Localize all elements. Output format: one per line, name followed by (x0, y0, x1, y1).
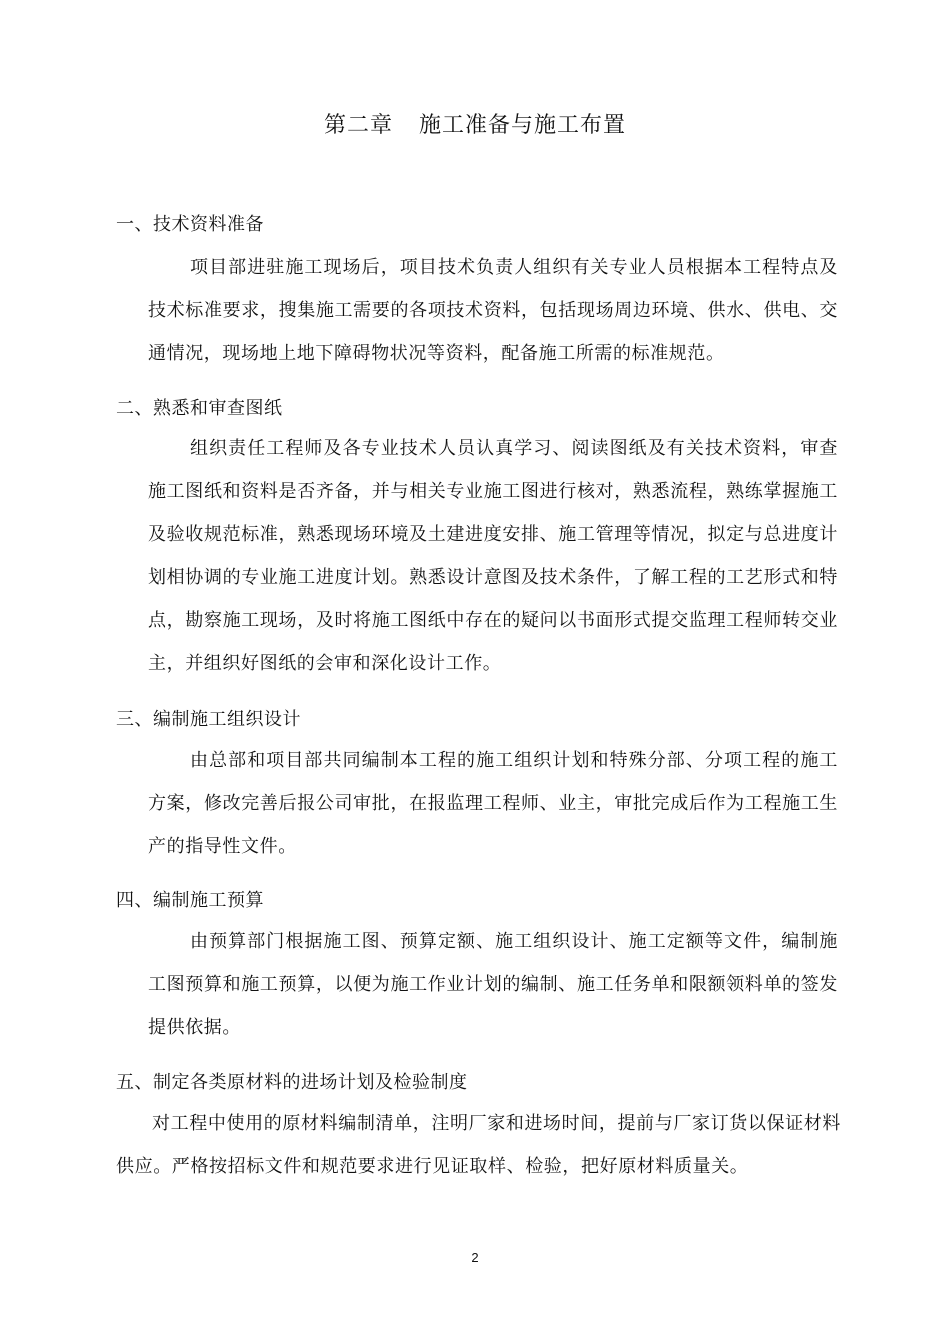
section-heading-4: 四、编制施工预算 (116, 890, 264, 911)
chapter-title (0, 108, 950, 139)
section-heading-2: 二、熟悉和审查图纸 (116, 398, 283, 419)
section-body-4: 由预算部门根据施工图、预算定额、施工组织设计、施工定额等文件，编制施工图预算和施工预算，以便为施工作业计划的编制、施工任务单和限额领料单的签发提供依据。 (148, 931, 838, 1038)
section-heading-3: 三、编制施工组织设计 (116, 709, 301, 730)
page-number: 2 (471, 1250, 479, 1265)
section-heading-5: 五、制定各类原材料的进场计划及检验制度 (116, 1072, 468, 1093)
section-body-3: 由总部和项目部共同编制本工程的施工组织计划和特殊分部、分项工程的施工方案，修改完善后报公司审批，在报监理工程师、业主，审批完成后作为工程施工生产的指导性文件。 (148, 750, 838, 857)
chapter-name: 施工准备与施工布置 (419, 113, 627, 138)
section-body-2: 组织责任工程师及各专业技术人员认真学习、阅读图纸及有关技术资料，审查施工图纸和资料是否齐备，并与相关专业施工图进行核对，熟悉流程，熟练掌握施工及验收规范标准，熟悉现场环境及土建进度安排、施工管理等情况，拟定与总进度计划相协调的专业施工进度计划。熟悉设计意图及技术条件，了解工程的工艺形式和特点，勘察施工现场，及时将施工图纸中存在的疑问以书面形式提交监理工程师转交业主，并组织好图纸的会审和深化设计工作。 (148, 438, 838, 674)
section-body-5: 对工程中使用的原材料编制清单，注明厂家和进场时间，提前与厂家订货以保证材料供应。严格按招标文件和规范要求进行见证取样、检验，把好原材料质量关。 (116, 1113, 841, 1177)
section-body-1: 项目部进驻施工现场后，项目技术负责人组织有关专业人员根据本工程特点及技术标准要求，搜集施工需要的各项技术资料，包括现场周边环境、供水、供电、交通情况，现场地上地下障碍物状况等资料，配备施工所需的标准规范。 (148, 257, 838, 364)
section-heading-1: 一、技术资料准备 (116, 214, 264, 235)
chapter-number: 第二章 (323, 113, 393, 138)
